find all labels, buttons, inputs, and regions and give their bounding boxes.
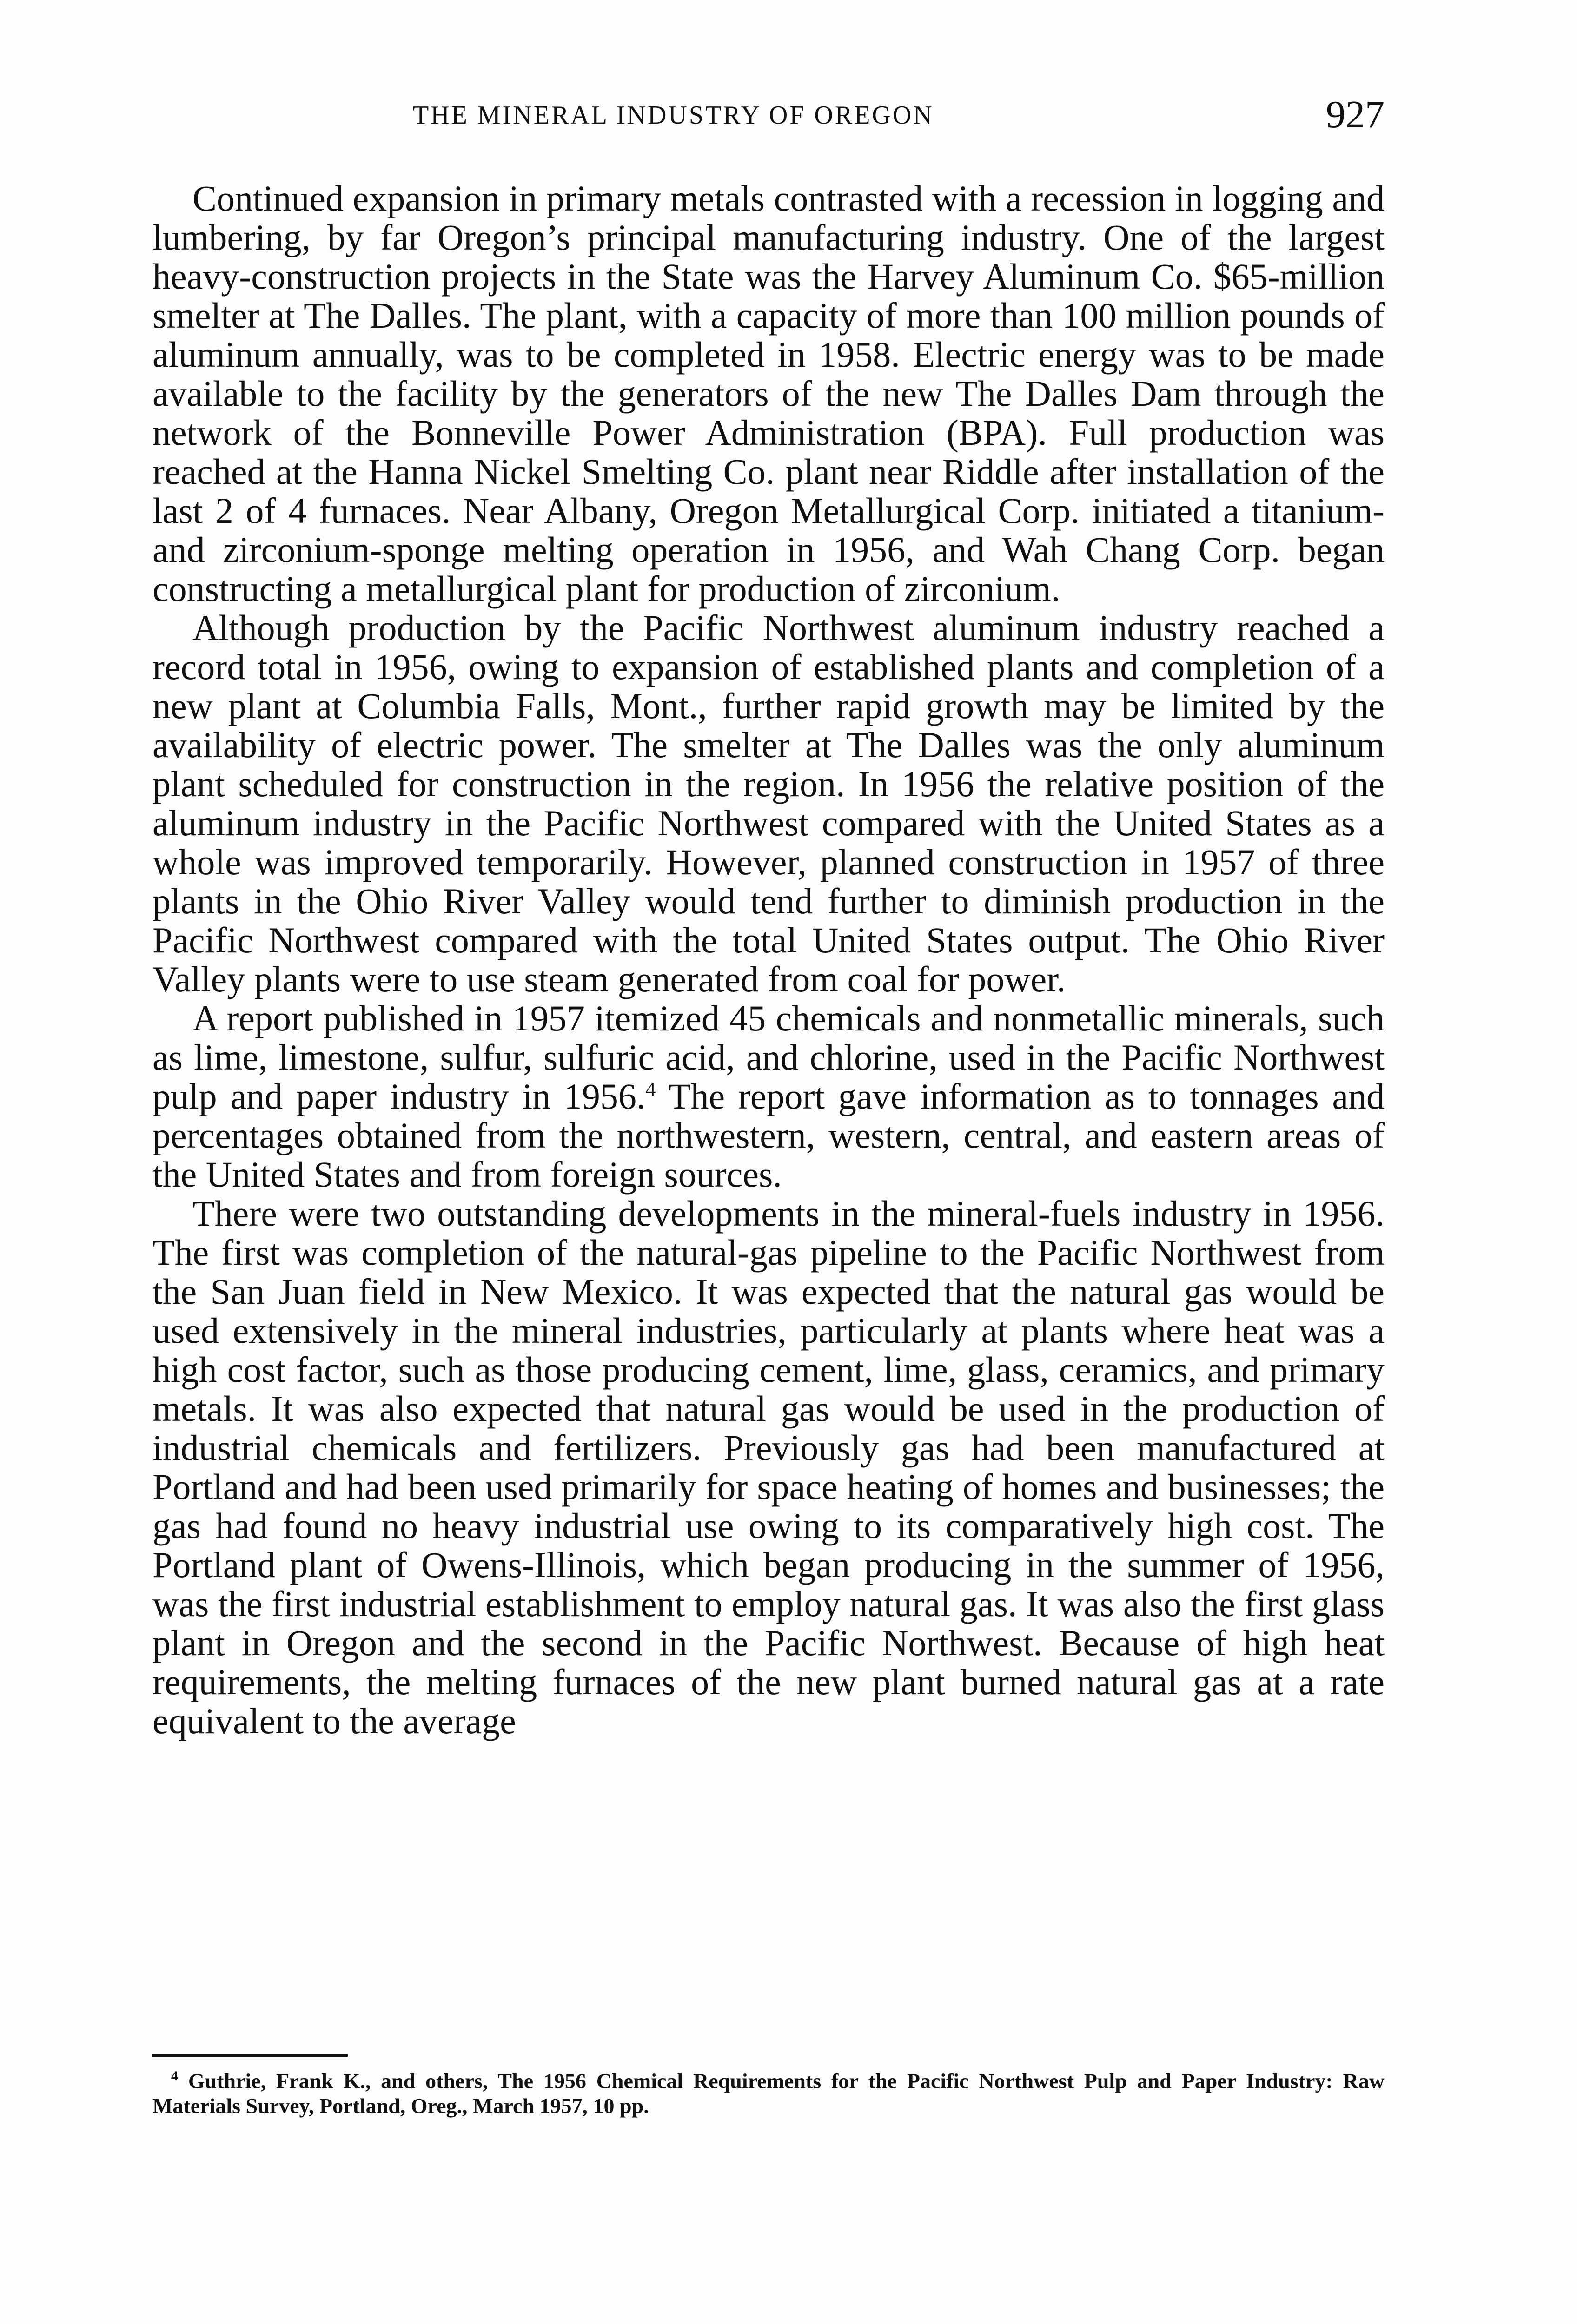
- paragraph-chemicals-report-text: A report published in 1957 itemized 45 chemicals and nonmetallic minerals, such as lime, limestone, sulfur, sulfuric acid, and chlorine, used in the Pacific Northwest pulp and paper industry in 1956.: [152, 998, 1385, 1116]
- paragraph-metals-expansion: Continued expansion in primary metals contrasted with a recession in logging and lumbering, by far Oregon’s principal manufacturing industry. One of the largest heavy-construction projects in the State was the Harvey Aluminum Co. $65-million smelter at The Dalles. The plant, with a capacity of more than 100 million pounds of aluminum annually, was to be completed in 1958. Electric energy was to be made available to the facility by the generators of the new The Dalles Dam through the network of the Bonneville Power Administration (BPA). Full production was reached at the Hanna Nickel Smelting Co. plant near Riddle after installation of the last 2 of 4 furnaces. Near Albany, Oregon Metallurgical Corp. initiated a titanium- and zirconium-sponge melting operation in 1956, and Wah Chang Corp. began constructing a metallurgical plant for production of zirconium.: [152, 178, 1385, 609]
- paragraph-chemicals-report-continued: The report gave information as to tonnages and percentages obtained from the northwestern, western, central, and eastern areas of the United States and from foreign sources.: [152, 1076, 1385, 1195]
- paragraph-mineral-fuels: There were two outstanding developments in the mineral-fuels industry in 1956. The first was completion of the natural-gas pipeline to the Pacific Northwest from the San Juan field in New Mexico. It was expected that the natural gas would be used extensively in the mineral industries, particularly at plants where heat was a high cost factor, such as those producing cement, lime, glass, ceramics, and primary metals. It was also expected that natural gas would be used in the production of industrial chemicals and fertilizers. Previously gas had been manufactured at Portland and had been used primarily for space heating of homes and businesses; the gas had found no heavy industrial use owing to its comparatively high cost. The Portland plant of Owens-Illinois, which began producing in the summer of 1956, was the first industrial establishment to employ natural gas. It was also the first glass plant in Oregon and the second in the Pacific Northwest. Because of high heat requirements, the melting furnaces of the new plant burned natural gas at a rate equivalent to the average: [152, 1193, 1385, 1741]
- page-number: 927: [1326, 93, 1385, 136]
- footnote-reference: 4: [645, 1078, 656, 1101]
- footnote-text: Guthrie, Frank K., and others, The 1956 Chemical Requirements for the Pacific Northwest Pulp and Paper Industry: Raw Materials Survey, Portland, Oreg., March 1957, 10 pp.: [152, 2069, 1385, 2118]
- footnote-marker: 4: [171, 2068, 178, 2084]
- paragraph-chemicals-report: [152, 999, 1385, 1194]
- paragraph-aluminum-industry: Although production by the Pacific Northwest aluminum industry reached a record total in 1956, owing to expansion of established plants and completion of a new plant at Columbia Falls, Mont., further rapid growth may be limited by the availability of electric power. The smelter at The Dalles was the only aluminum plant scheduled for construction in the region. In 1956 the relative position of the aluminum industry in the Pacific Northwest compared with the United States as a whole was improved temporarily. However, planned construction in 1957 of three plants in the Ohio River Valley would tend further to diminish production in the Pacific Northwest compared with the total United States output. The Ohio River Valley plants were to use steam generated from coal for power.: [152, 607, 1385, 999]
- footnote: [152, 2064, 1385, 2119]
- body-text: [152, 179, 1385, 1741]
- running-header: [152, 92, 1385, 143]
- footnote-divider: [152, 2054, 348, 2057]
- running-title: THE MINERAL INDUSTRY OF OREGON: [413, 101, 934, 130]
